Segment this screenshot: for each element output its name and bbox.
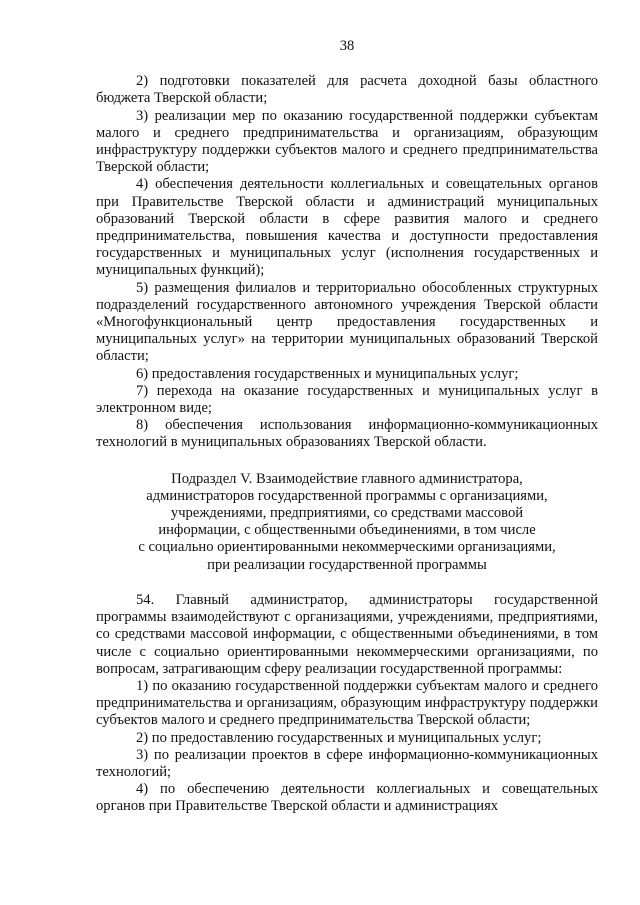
- clause-54-item-4: 4) по обеспечению деятельности коллегиальных и совещательных органов при Правительстве Тверской области и администрациях: [96, 781, 598, 815]
- heading-line: администраторов государственной программы с организациями,: [146, 487, 548, 504]
- clause-54: 54. Главный администратор, администраторы государственной программы взаимодействуют с организациями, учреждениями, предприятиями, со средствами массовой информации, с общественными объединениями, в том числе с социально ориентированными некоммерческими организациями, по вопросам, затрагивающим сферу реализации государственной программы:: [96, 591, 598, 677]
- document-page: [96, 38, 598, 816]
- clause-54-item-3: 3) по реализации проектов в сфере информационно-коммуникационных технологий;: [96, 746, 598, 780]
- heading-line: при реализации государственной программы: [207, 556, 487, 573]
- clause-54-item-2: 2) по предоставлению государственных и муниципальных услуг;: [136, 729, 542, 746]
- list-item-6: 6) предоставления государственных и муниципальных услуг;: [136, 365, 519, 382]
- list-item-5: 5) размещения филиалов и территориально обособленных структурных подразделений государственного автономного учреждения Тверской области «Многофункциональный центр предоставления государственных и муниципальных услуг» на территории муниципальных образований Тверской области;: [96, 279, 598, 365]
- heading-line: Подраздел V. Взаимодействие главного администратора,: [171, 470, 523, 487]
- list-item-2: 2) подготовки показателей для расчета доходной базы областного бюджета Тверской области;: [96, 73, 598, 107]
- list-item-3: 3) реализации мер по оказанию государственной поддержки субъектам малого и среднего предпринимательства и организациям, образующим инфраструктуру поддержки субъектов малого и среднего предпринимательства Тверской области;: [96, 107, 598, 176]
- subsection-heading: [96, 471, 598, 574]
- page-number: 38: [339, 38, 355, 54]
- clause-54-item-1: 1) по оказанию государственной поддержки субъектам малого и среднего предпринимательства и организациям, образующим инфраструктуру поддержки субъектов малого и среднего предпринимательства Тверской области;: [96, 677, 598, 729]
- heading-line: учреждениями, предприятиями, со средствами массовой: [170, 505, 524, 522]
- list-item-4: 4) обеспечения деятельности коллегиальных и совещательных органов при Правительстве Тверской области и администраций муниципальных образований Тверской области в сфере развития малого и среднего предпринимательства, повышения качества и доступности предоставления государственных и муниципальных услуг (исполнения государственных и муниципальных функций);: [96, 176, 598, 279]
- heading-line: с социально ориентированными некоммерческими организациями,: [138, 539, 556, 556]
- list-item-8: 8) обеспечения использования информационно-коммуникационных технологий в муниципальных образованиях Тверской области.: [96, 417, 598, 451]
- heading-line: информации, с общественными объединениями, в том числе: [158, 522, 536, 539]
- list-item-7: 7) перехода на оказание государственных и муниципальных услуг в электронном виде;: [96, 382, 598, 417]
